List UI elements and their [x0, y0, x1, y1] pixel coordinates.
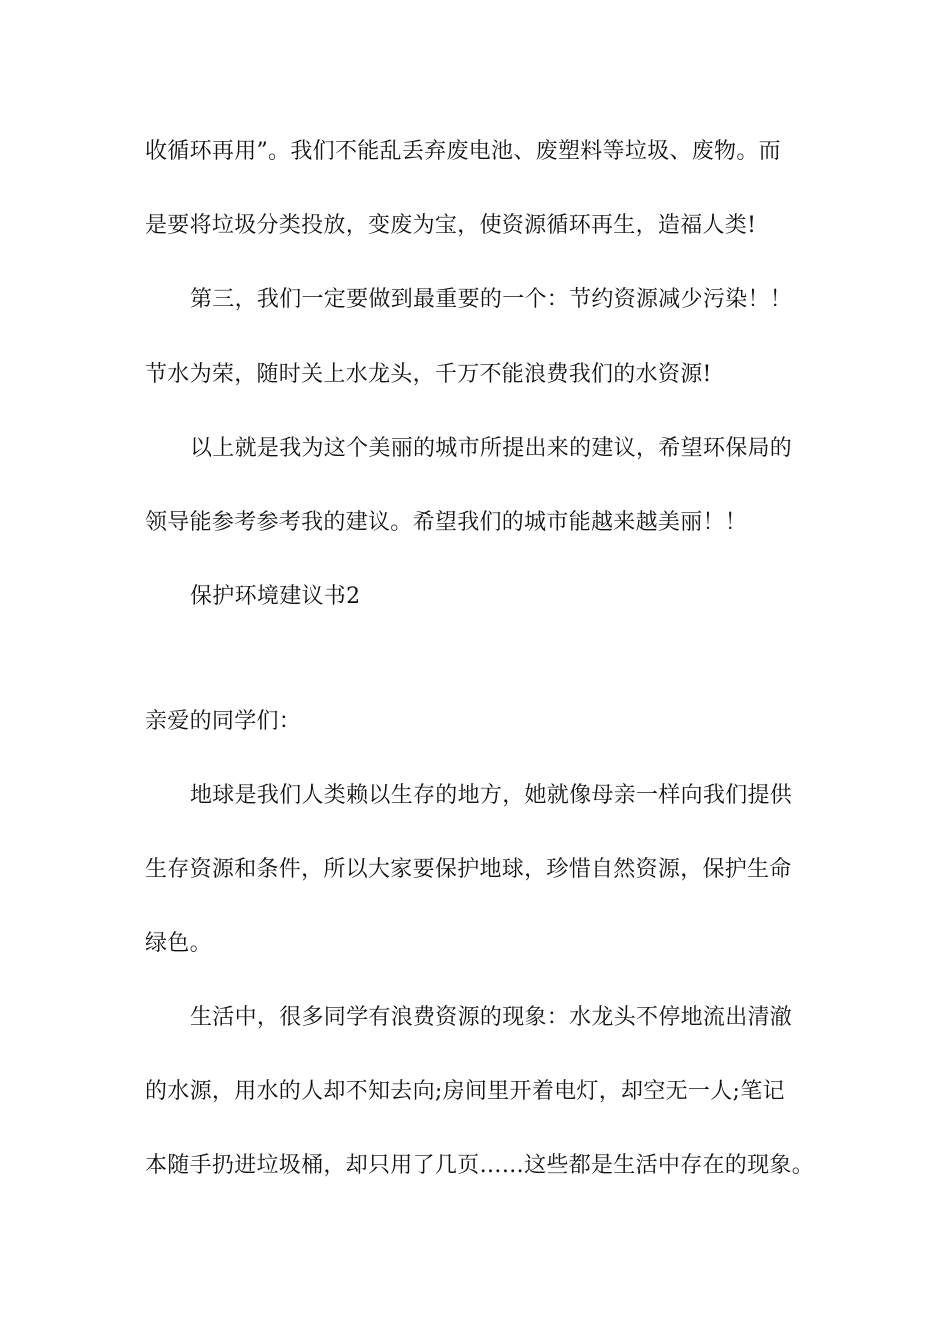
section-heading: 保护环境建议书2 — [190, 584, 361, 609]
paragraph-line: 地球是我们人类赖以生存的地方，她就像母亲一样向我们提供 — [190, 783, 793, 808]
paragraph-line: 绿色。 — [145, 931, 212, 956]
paragraph-line: 是要将垃圾分类投放，变废为宝，使资源循环再生，造福人类! — [145, 213, 757, 238]
paragraph-line: 节水为荣，随时关上水龙头，千万不能浪费我们的水资源! — [145, 362, 712, 387]
paragraph-line: 生存资源和条件，所以大家要保护地球，珍惜自然资源，保护生命 — [145, 857, 792, 882]
salutation: 亲爱的同学们： — [145, 709, 302, 734]
paragraph-line: 收循环再用”。我们不能乱丢弃废电池、废塑料等垃圾、废物。而 — [145, 139, 781, 164]
paragraph-line: 的水源，用水的人却不知去向;房间里开着电灯，却空无一人;笔记 — [145, 1079, 785, 1104]
paragraph-line: 生活中，很多同学有浪费资源的现象：水龙头不停地流出清澈 — [190, 1005, 793, 1030]
paragraph-line: 以上就是我为这个美丽的城市所提出来的建议，希望环保局的 — [190, 436, 793, 461]
paragraph-line: 第三，我们一定要做到最重要的一个：节约资源减少污染！！ — [190, 287, 793, 312]
paragraph-line: 领导能参考参考我的建议。希望我们的城市能越来越美丽！！ — [145, 510, 748, 535]
paragraph-line: 本随手扔进垃圾桶，却只用了几页……这些都是生活中存在的现象。 — [145, 1153, 815, 1178]
